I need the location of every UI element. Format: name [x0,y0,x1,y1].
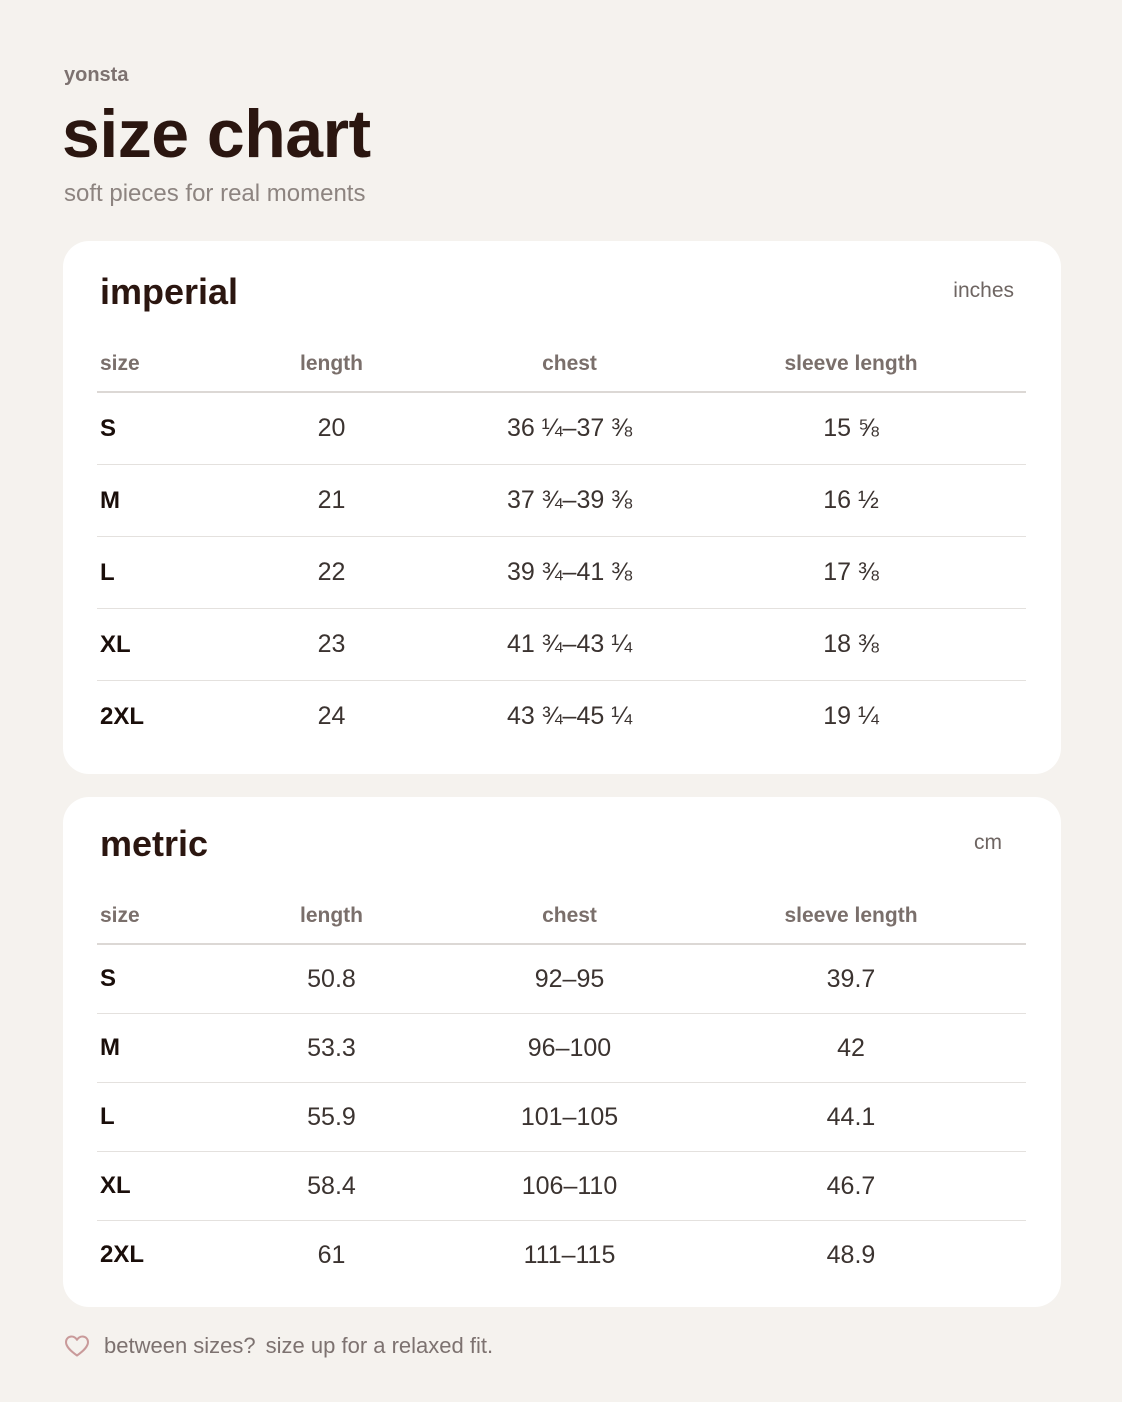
spacer-cell [989,1014,1026,1083]
metric-title: metric [100,823,209,864]
chest-cell: 37 ¾–39 ⅜ [426,465,713,537]
column-header-chest: chest [426,337,713,392]
sleeve-cell: 16 ½ [713,465,989,537]
column-header-length: length [237,889,426,944]
size-cell: L [97,1083,237,1152]
length-cell: 22 [237,537,426,609]
length-cell: 61 [317,1240,346,1269]
chest-cell: 111–115 [523,1240,616,1269]
size-cell: S [97,944,237,1014]
column-spacer [989,337,1026,392]
spacer-cell [989,465,1026,537]
chest-cell: 106–110 [426,1152,713,1221]
length-cell: 58.4 [237,1152,426,1221]
metric-unit-label: cm [974,831,1002,854]
table-row [97,465,1026,537]
spacer-cell [989,1152,1026,1221]
length-cell: 50.8 [237,944,426,1014]
size-cell: XL [97,1152,237,1221]
spacer-cell [989,1221,1026,1290]
column-header-size: size [97,337,237,392]
spacer-cell [989,1083,1026,1152]
column-header-size: size [97,889,237,944]
table-header-row [97,337,1026,392]
table-header-row [97,889,1026,944]
column-header-sleeve-length: sleeve length [713,337,989,392]
chest-cell: 36 ¼–37 ⅜ [426,392,713,465]
chest-cell: 101–105 [426,1083,713,1152]
column-spacer [989,889,1026,944]
column-header-length: length [237,337,426,392]
chest-cell: 41 ¾–43 ¼ [426,609,713,681]
imperial-unit-label: inches [953,279,1014,302]
size-cell: XL [97,609,237,681]
sleeve-cell: 19 ¼ [823,702,879,730]
metric-size-table [97,889,1026,1289]
table-row [97,392,1026,465]
chest-cell: 39 ¾–41 ⅜ [426,537,713,609]
size-cell: 2XL [100,702,145,730]
table-row [97,609,1026,681]
chest-cell: 43 ¾–45 ¼ [506,702,633,730]
table-row [97,1221,1026,1290]
size-cell: M [97,465,237,537]
length-cell: 20 [237,392,426,465]
spacer-cell [989,537,1026,609]
column-header-chest: chest [426,889,713,944]
sleeve-cell: 17 ⅜ [713,537,989,609]
imperial-size-table [97,337,1026,752]
table-row [97,681,1026,753]
column-header-sleeve-length: sleeve length [713,889,989,944]
table-row [97,1014,1026,1083]
size-cell: S [97,392,237,465]
length-cell: 23 [237,609,426,681]
metric-size-card [63,797,1061,1307]
length-cell: 24 [317,702,346,730]
table-row [97,537,1026,609]
length-cell: 55.9 [237,1083,426,1152]
chest-cell: 92–95 [426,944,713,1014]
imperial-size-card [63,241,1061,774]
page-subtitle: soft pieces for real moments [64,180,366,207]
spacer-cell [989,609,1026,681]
sleeve-cell: 39.7 [713,944,989,1014]
length-cell: 53.3 [237,1014,426,1083]
spacer-cell [989,392,1026,465]
length-cell: 21 [237,465,426,537]
footer-text-tip: size up for a relaxed fit. [265,1333,494,1358]
size-cell: 2XL [100,1241,145,1268]
imperial-title: imperial [100,271,239,312]
sleeve-cell: 18 ⅜ [713,609,989,681]
page-title: size chart [62,96,371,172]
footer-text-question: between sizes? [104,1333,256,1358]
sleeve-cell: 44.1 [713,1083,989,1152]
spacer-cell [989,944,1026,1014]
brand-name: yonsta [64,64,129,86]
sleeve-cell: 48.9 [826,1240,876,1269]
size-cell: L [97,537,237,609]
sleeve-cell: 15 ⅝ [713,392,989,465]
chest-cell: 96–100 [426,1014,713,1083]
heart-outline-icon [64,1334,90,1358]
table-row [97,1152,1026,1221]
size-cell: M [97,1014,237,1083]
table-row [97,944,1026,1014]
sleeve-cell: 46.7 [713,1152,989,1221]
table-row [97,1083,1026,1152]
footer-note [64,1333,493,1359]
spacer-cell [989,681,1026,753]
sleeve-cell: 42 [713,1014,989,1083]
